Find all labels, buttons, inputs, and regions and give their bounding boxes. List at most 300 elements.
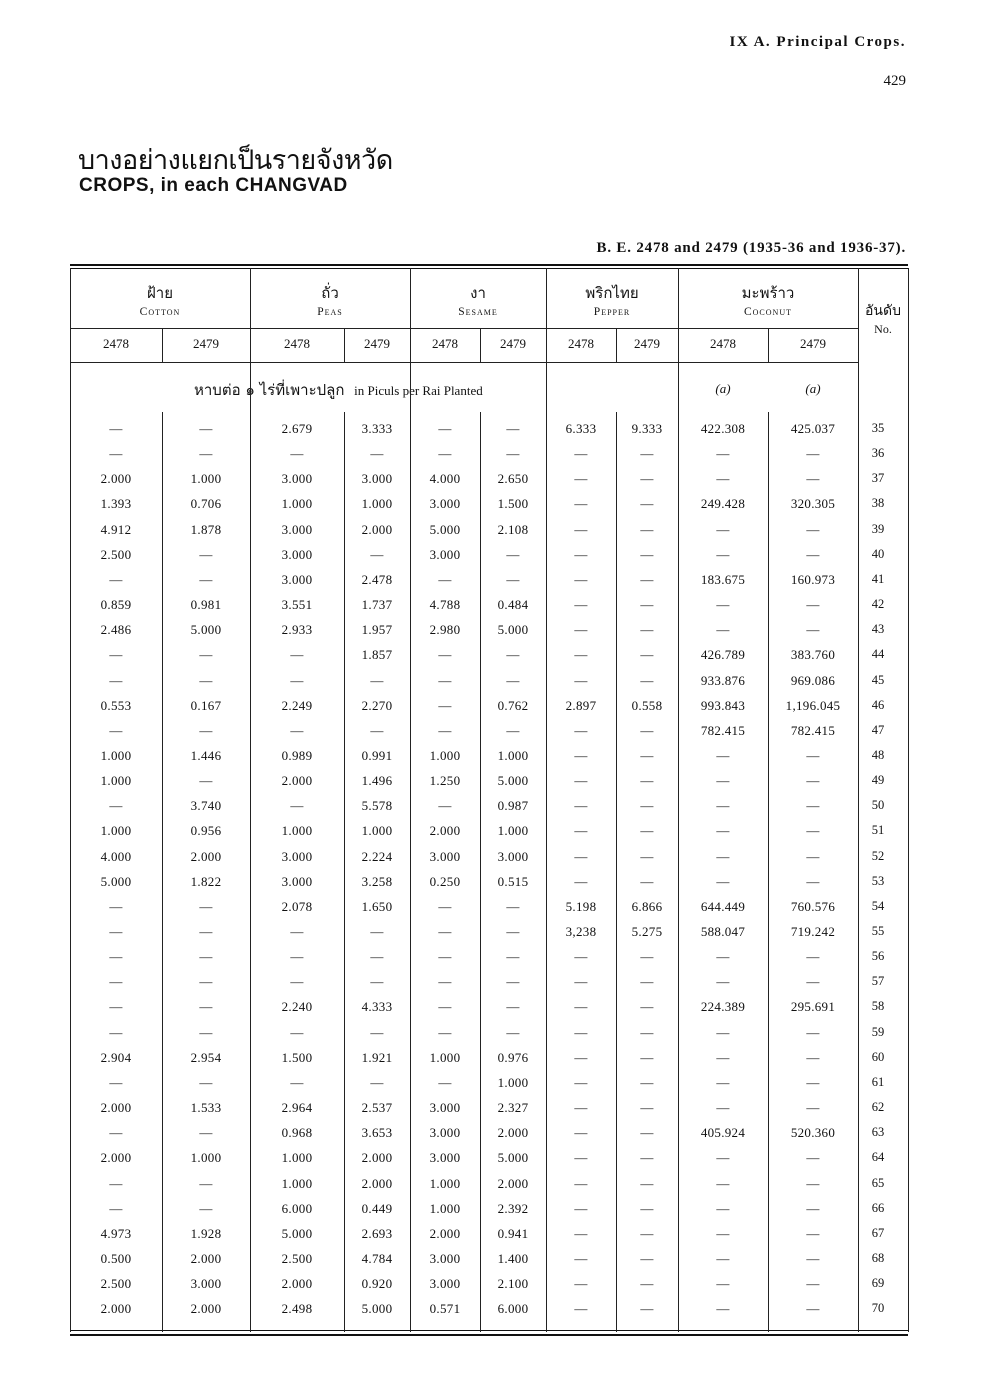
table-cell: —: [199, 1074, 213, 1090]
order-label-english: No.: [874, 322, 892, 336]
group-label-thai: งา: [470, 284, 486, 302]
table-cell: 5.000: [100, 873, 132, 889]
table-cell: —: [716, 974, 730, 990]
table-cell: 0.859: [100, 597, 132, 613]
table-cell: 5.000: [361, 1301, 393, 1317]
table-cell: 0.991: [361, 747, 393, 763]
row-number: 56: [871, 949, 885, 964]
table-cell: 405.924: [700, 1125, 746, 1141]
row-number: 53: [871, 873, 885, 888]
table-cell: —: [806, 446, 820, 462]
group-label-english: Peas: [317, 306, 343, 318]
table-cell: —: [290, 722, 304, 738]
table-cell: 2.486: [100, 622, 132, 638]
table-cell: —: [806, 1150, 820, 1166]
row-number: 61: [871, 1074, 885, 1089]
table-cell: —: [290, 798, 304, 814]
table-cell: 520.360: [790, 1125, 836, 1141]
table-cell: 1.000: [497, 747, 529, 763]
table-cell: —: [199, 1200, 213, 1216]
table-cell: 1.000: [100, 747, 132, 763]
group-label-english: Cotton: [139, 306, 181, 318]
row-number: 48: [871, 747, 885, 762]
table-cell: —: [640, 1200, 654, 1216]
table-cell: 6.866: [631, 898, 663, 914]
row-number: 57: [871, 974, 885, 989]
table-cell: 3.000: [281, 571, 313, 587]
table-cell: —: [574, 873, 588, 889]
year-pepper-2478: 2478: [568, 336, 594, 351]
table-cell: 1.000: [497, 1074, 529, 1090]
table-row: [70, 969, 908, 994]
year-cotton-2479: 2479: [193, 336, 219, 351]
table-row: [70, 1296, 908, 1321]
table-cell: —: [199, 421, 213, 436]
table-cell: —: [716, 1049, 730, 1065]
table-cell: —: [438, 421, 452, 436]
table-cell: —: [640, 974, 654, 990]
table-cell: 2.100: [497, 1276, 529, 1292]
table-cell: —: [109, 999, 123, 1015]
table-cell: 2.537: [361, 1100, 393, 1116]
row-number: 69: [871, 1276, 885, 1291]
table-cell: —: [199, 546, 213, 562]
table-cell: —: [506, 999, 520, 1015]
table-cell: —: [199, 571, 213, 587]
table-cell: 2.000: [429, 1225, 461, 1241]
table-cell: —: [506, 446, 520, 462]
table-cell: 2.240: [281, 999, 313, 1015]
table-cell: —: [806, 471, 820, 487]
table-cell: —: [640, 1150, 654, 1166]
table-cell: —: [109, 1024, 123, 1040]
table-cell: —: [574, 1150, 588, 1166]
row-number: 35: [871, 421, 885, 435]
table-cell: 2.000: [100, 471, 132, 487]
table-cell: —: [806, 1250, 820, 1266]
table-cell: —: [438, 647, 452, 663]
table-cell: —: [438, 446, 452, 462]
table-cell: 5.578: [361, 798, 393, 814]
table-cell: 3.000: [361, 471, 393, 487]
table-cell: 3,238: [565, 924, 597, 939]
table-cell: —: [199, 898, 213, 914]
table-cell: —: [199, 974, 213, 990]
table-cell: 4.973: [100, 1225, 132, 1241]
table-cell: —: [199, 949, 213, 965]
table-cell: —: [640, 622, 654, 638]
table-cell: —: [574, 1200, 588, 1216]
table-cell: —: [574, 496, 588, 512]
table-cell: —: [640, 647, 654, 663]
table-cell: 1.000: [100, 823, 132, 839]
table-cell: 2.078: [281, 898, 313, 914]
table-cell: —: [370, 974, 384, 990]
table-cell: —: [574, 798, 588, 814]
table-cell: 2.224: [361, 848, 393, 864]
table-row: [70, 1095, 908, 1120]
table-rule-top-inner: [70, 268, 908, 269]
table-cell: 993.843: [700, 697, 746, 713]
table-cell: —: [806, 974, 820, 990]
table-cell: —: [806, 546, 820, 562]
table-row: [70, 441, 908, 466]
table-cell: 425.037: [790, 421, 836, 436]
table-cell: 3.000: [497, 848, 529, 864]
table-cell: 0.571: [429, 1301, 461, 1317]
table-cell: 2.000: [361, 521, 393, 537]
row-number: 67: [871, 1225, 885, 1240]
page-number: 429: [883, 73, 906, 89]
table-row: [70, 944, 908, 969]
table-cell: —: [438, 571, 452, 587]
table-cell: —: [806, 622, 820, 638]
table-cell: 3.000: [429, 496, 461, 512]
table-cell: —: [640, 747, 654, 763]
table-cell: —: [290, 1024, 304, 1040]
table-cell: 1.000: [497, 823, 529, 839]
header-rule: [70, 328, 858, 329]
row-number: 42: [871, 597, 885, 612]
table-cell: 1.000: [429, 747, 461, 763]
table-cell: 1.000: [361, 496, 393, 512]
table-row: [70, 793, 908, 818]
table-cell: 1.446: [190, 747, 222, 763]
table-cell: —: [640, 999, 654, 1015]
table-cell: 2.000: [361, 1150, 393, 1166]
table-row: [70, 1246, 908, 1271]
table-cell: —: [290, 974, 304, 990]
subcolumn-rule: [616, 412, 617, 1332]
table-cell: —: [109, 446, 123, 462]
table-cell: 0.941: [497, 1225, 529, 1241]
column-rule: [410, 268, 411, 1332]
table-cell: —: [574, 722, 588, 738]
table-cell: —: [716, 1250, 730, 1266]
table-cell: 2.000: [190, 848, 222, 864]
table-cell: 5.000: [497, 622, 529, 638]
table-cell: —: [574, 1100, 588, 1116]
table-cell: 249.428: [700, 496, 746, 512]
table-cell: 0.706: [190, 496, 222, 512]
table-cell: —: [806, 949, 820, 965]
row-number: 37: [871, 471, 885, 486]
table-cell: 0.968: [281, 1125, 313, 1141]
table-cell: 2.270: [361, 697, 393, 713]
table-cell: —: [438, 999, 452, 1015]
year-pepper-2479: 2479: [634, 336, 660, 351]
table-cell: —: [806, 1074, 820, 1090]
table-cell: —: [438, 798, 452, 814]
table-cell: —: [574, 747, 588, 763]
table-cell: 3.740: [190, 798, 222, 814]
table-cell: 2.000: [100, 1150, 132, 1166]
table-cell: —: [438, 974, 452, 990]
table-cell: —: [640, 471, 654, 487]
table-cell: 4.784: [361, 1250, 393, 1266]
table-cell: —: [199, 1125, 213, 1141]
table-cell: 782.415: [790, 722, 836, 738]
group-pepper: [546, 283, 678, 321]
row-number: 65: [871, 1175, 885, 1190]
group-cotton: [70, 283, 250, 321]
table-cell: —: [640, 1276, 654, 1292]
table-cell: —: [806, 873, 820, 889]
table-cell: —: [574, 647, 588, 663]
table-cell: —: [640, 798, 654, 814]
table-cell: 1.250: [429, 773, 461, 789]
table-cell: 1.878: [190, 521, 222, 537]
year-sesame-2478: 2478: [432, 336, 458, 351]
subcolumn-rule: [162, 412, 163, 1332]
table-row: [70, 768, 908, 793]
table-cell: 2.000: [100, 1301, 132, 1317]
unit-thai: หาบต่อ ๑ ไร่ที่เพาะปลูก: [194, 381, 345, 399]
subcolumn-rule: [768, 412, 769, 1332]
table-cell: 5.275: [631, 924, 663, 939]
group-label-thai: ฝ้าย: [146, 284, 173, 302]
title-english: CROPS, in each CHANGVAD: [79, 175, 348, 196]
table-cell: —: [640, 1225, 654, 1241]
table-cell: 4.000: [100, 848, 132, 864]
table-cell: 1.500: [497, 496, 529, 512]
table-cell: 3.258: [361, 873, 393, 889]
table-cell: —: [806, 1049, 820, 1065]
table-row: [70, 994, 908, 1019]
table-cell: —: [716, 1200, 730, 1216]
table-cell: 2.933: [281, 622, 313, 638]
table-row: [70, 894, 908, 919]
table-cell: —: [806, 1100, 820, 1116]
table-row: [70, 416, 908, 441]
year-peas-2479: 2479: [364, 336, 390, 351]
table-cell: 2.000: [281, 773, 313, 789]
year-peas-2478: 2478: [284, 336, 310, 351]
table-cell: —: [290, 672, 304, 688]
table-cell: 6.000: [497, 1301, 529, 1317]
table-cell: —: [640, 1301, 654, 1317]
table-cell: 0.558: [631, 697, 663, 713]
table-cell: 0.920: [361, 1276, 393, 1292]
table-cell: —: [716, 1024, 730, 1040]
table-cell: 2.650: [497, 471, 529, 487]
table-cell: —: [506, 949, 520, 965]
table-row: [70, 919, 908, 944]
table-cell: —: [438, 672, 452, 688]
row-number: 40: [871, 546, 885, 561]
table-cell: 1.000: [281, 823, 313, 839]
table-cell: 1.500: [281, 1049, 313, 1065]
column-rule: [70, 268, 71, 1332]
table-cell: 3.000: [429, 1250, 461, 1266]
table-cell: —: [574, 1250, 588, 1266]
table-row: [70, 1020, 908, 1045]
row-number: 36: [871, 446, 885, 461]
table-cell: —: [640, 446, 654, 462]
table-cell: 2.498: [281, 1301, 313, 1317]
table-cell: —: [806, 1200, 820, 1216]
table-cell: —: [640, 1250, 654, 1266]
table-cell: —: [716, 1276, 730, 1292]
table-cell: 1,196.045: [785, 697, 841, 713]
table-cell: —: [438, 722, 452, 738]
table-cell: —: [109, 924, 123, 939]
table-cell: 719.242: [790, 924, 836, 939]
table-cell: 5.000: [190, 622, 222, 638]
subcolumn-rule: [344, 328, 345, 362]
table-cell: 0.500: [100, 1250, 132, 1266]
table-cell: —: [716, 597, 730, 613]
table-cell: —: [290, 647, 304, 663]
table-cell: 1.000: [429, 1200, 461, 1216]
table-cell: —: [716, 446, 730, 462]
table-cell: —: [640, 1175, 654, 1191]
table-cell: 0.976: [497, 1049, 529, 1065]
group-label-english: Coconut: [743, 306, 792, 318]
table-cell: —: [716, 471, 730, 487]
table-cell: 183.675: [700, 571, 746, 587]
table-cell: —: [370, 672, 384, 688]
table-cell: 2.000: [497, 1125, 529, 1141]
table-cell: —: [806, 1301, 820, 1317]
table-cell: 1.650: [361, 898, 393, 914]
table-row: [70, 1045, 908, 1070]
table-cell: —: [199, 773, 213, 789]
table-cell: —: [438, 697, 452, 713]
table-cell: 1.000: [361, 823, 393, 839]
table-cell: 1.000: [281, 1175, 313, 1191]
table-cell: 1.000: [429, 1049, 461, 1065]
table-cell: —: [640, 1074, 654, 1090]
table-cell: 1.000: [190, 471, 222, 487]
table-cell: —: [199, 647, 213, 663]
table-cell: —: [640, 848, 654, 864]
table-row: [70, 491, 908, 516]
order-number-header: [858, 300, 908, 337]
table-row: [70, 1120, 908, 1145]
table-cell: —: [109, 1125, 123, 1141]
table-cell: 3.000: [429, 546, 461, 562]
table-cell: 782.415: [700, 722, 746, 738]
column-rule: [908, 268, 909, 1332]
table-cell: 2.500: [100, 1276, 132, 1292]
table-cell: 422.308: [700, 421, 746, 436]
table-cell: —: [109, 421, 123, 436]
table-cell: —: [370, 1024, 384, 1040]
year-sesame-2479: 2479: [500, 336, 526, 351]
table-row: [70, 668, 908, 693]
table-cell: 3.653: [361, 1125, 393, 1141]
table-cell: 224.389: [700, 999, 746, 1015]
table-cell: 6.000: [281, 1200, 313, 1216]
group-coconut: [678, 283, 858, 321]
table-row: [70, 693, 908, 718]
header-rule: [70, 362, 858, 363]
table-cell: —: [199, 446, 213, 462]
table-cell: 0.167: [190, 697, 222, 713]
table-cell: 383.760: [790, 647, 836, 663]
table-cell: —: [806, 1024, 820, 1040]
table-rule-top: [70, 264, 908, 266]
table-row: [70, 542, 908, 567]
table-cell: —: [716, 798, 730, 814]
column-rule: [546, 268, 547, 1332]
table-cell: 2.000: [190, 1301, 222, 1317]
table-cell: —: [716, 1100, 730, 1116]
coconut-note-2478: (a): [715, 381, 731, 396]
table-cell: —: [109, 1074, 123, 1090]
table-cell: —: [574, 1225, 588, 1241]
table-cell: 3.000: [429, 1150, 461, 1166]
table-cell: 3.000: [281, 521, 313, 537]
table-cell: 1.000: [281, 496, 313, 512]
table-cell: 1.000: [429, 1175, 461, 1191]
table-cell: 0.956: [190, 823, 222, 839]
row-number: 39: [871, 521, 885, 536]
table-cell: —: [716, 1150, 730, 1166]
table-cell: —: [640, 949, 654, 965]
table-cell: —: [438, 898, 452, 914]
group-label-english: Sesame: [458, 306, 498, 318]
table-cell: 2.500: [281, 1250, 313, 1266]
table-cell: 2.000: [190, 1250, 222, 1266]
table-cell: —: [716, 1175, 730, 1191]
table-cell: 1.857: [361, 647, 393, 663]
table-cell: —: [506, 1024, 520, 1040]
table-cell: —: [290, 1074, 304, 1090]
group-sesame: [410, 283, 546, 321]
table-cell: 1.737: [361, 597, 393, 613]
table-cell: —: [574, 1049, 588, 1065]
table-cell: —: [716, 1074, 730, 1090]
table-cell: —: [716, 521, 730, 537]
column-rule: [250, 268, 251, 1332]
table-cell: 3.333: [361, 421, 393, 436]
table-cell: —: [199, 1024, 213, 1040]
table-cell: —: [574, 1024, 588, 1040]
table-row: [70, 1196, 908, 1221]
table-cell: —: [370, 446, 384, 462]
row-number: 66: [871, 1200, 885, 1215]
table-cell: 0.553: [100, 697, 132, 713]
table-cell: —: [574, 1175, 588, 1191]
table-cell: 0.987: [497, 798, 529, 814]
table-row: [70, 1221, 908, 1246]
table-cell: —: [716, 546, 730, 562]
table-cell: —: [506, 647, 520, 663]
table-cell: 0.515: [497, 873, 529, 889]
table-cell: —: [640, 1100, 654, 1116]
table-cell: —: [574, 974, 588, 990]
row-number: 49: [871, 773, 885, 788]
table-cell: —: [109, 974, 123, 990]
table-cell: —: [438, 1074, 452, 1090]
table-row: [70, 592, 908, 617]
table-cell: —: [574, 571, 588, 587]
table-cell: —: [716, 949, 730, 965]
table-cell: 5.000: [497, 773, 529, 789]
row-number: 62: [871, 1100, 885, 1115]
table-cell: 3.000: [429, 1276, 461, 1292]
table-cell: 295.691: [790, 999, 836, 1015]
table-cell: 6.333: [565, 421, 597, 436]
table-cell: 3.000: [281, 873, 313, 889]
table-cell: —: [109, 898, 123, 914]
table-cell: —: [806, 848, 820, 864]
table-cell: —: [109, 722, 123, 738]
table-row: [70, 642, 908, 667]
table-cell: 5.000: [497, 1150, 529, 1166]
